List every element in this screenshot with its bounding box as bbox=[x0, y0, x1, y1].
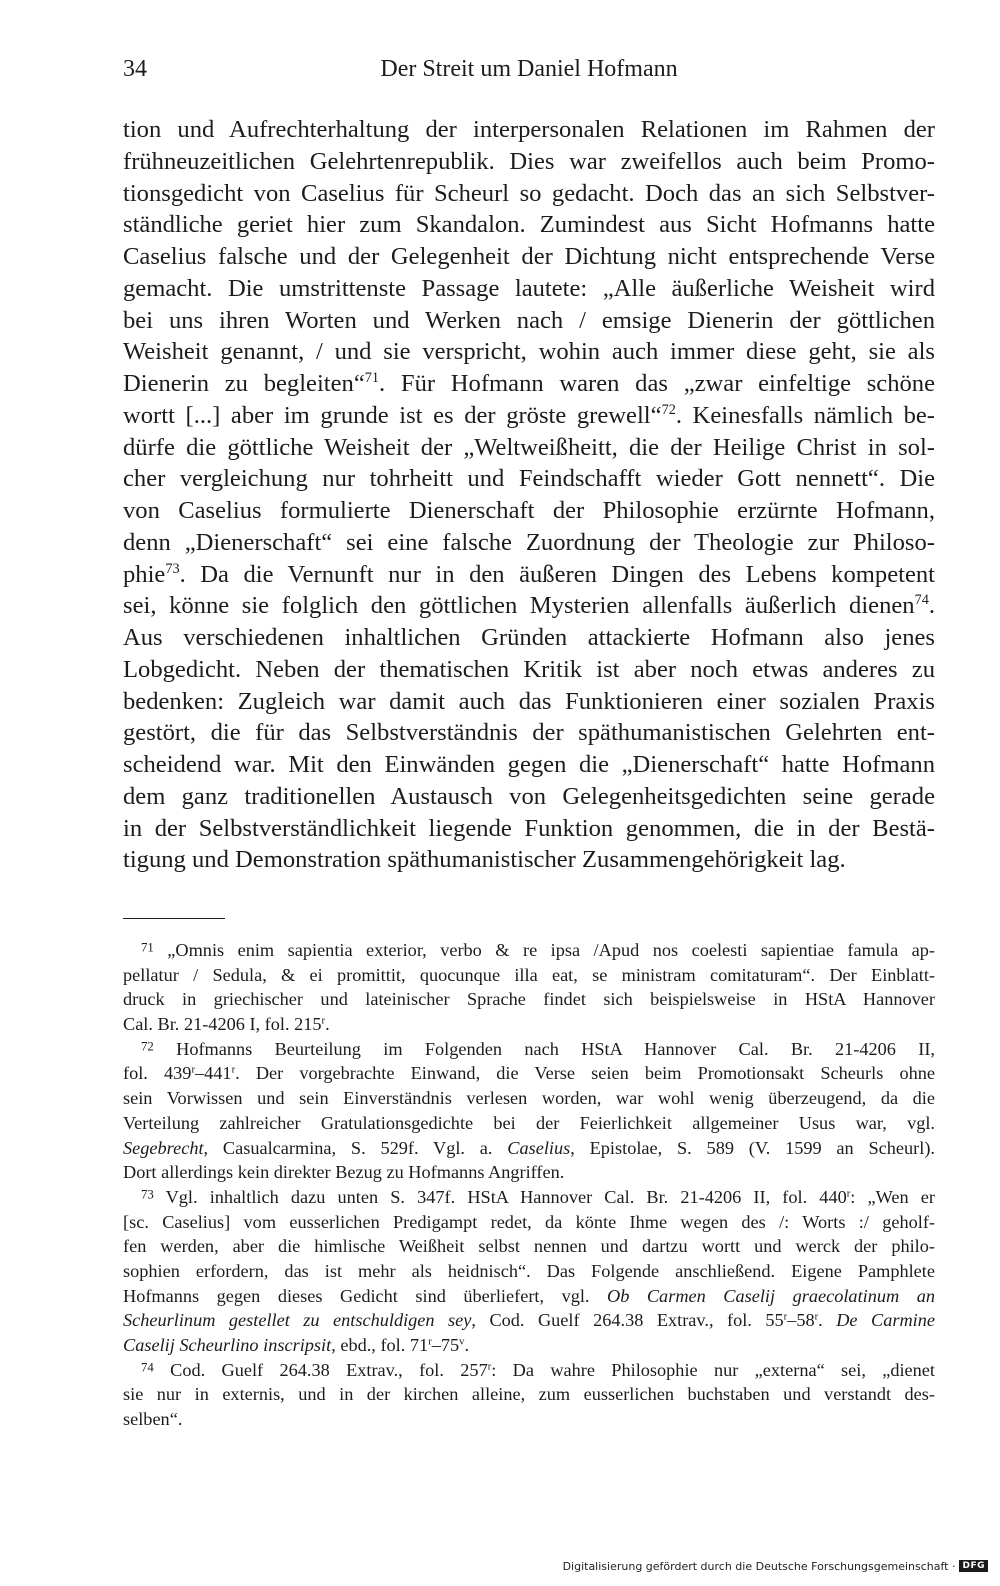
footnote-line: Dort allerdings kein direkter Bezug zu Hofmanns Angriffen. bbox=[123, 1162, 565, 1183]
footnote-line: selben“. bbox=[123, 1409, 183, 1430]
text-segment: . Keinesfalls nämlich be- bbox=[675, 401, 936, 429]
text-segment: . Der vorgebrachte Einwand, die Verse seien beim Promotionsakt Scheurls ohne bbox=[235, 1063, 935, 1084]
text-segment: . Da die Vernunft nur in den äußeren Dingen des Lebens kompetent bbox=[179, 560, 935, 588]
text-segment: Hofmanns Beurteilung im Folgenden nach HStA Hannover Cal. Br. 21-4206 II, bbox=[176, 1038, 935, 1059]
text-segment: . bbox=[818, 1310, 837, 1331]
footnote-number: 72 bbox=[141, 1039, 154, 1054]
text-segment: Dienerin zu begleiten“ bbox=[123, 370, 365, 397]
footnote-number: 73 bbox=[141, 1187, 154, 1202]
text-line: bedenken: Zugleich war damit auch das Funktionieren einer sozialen Praxis bbox=[123, 687, 935, 715]
footnote-line: Verteilung zahlreicher Gratulationsgedichte bei der Feierlichkeit allgemeiner Usus war, vgl. bbox=[123, 1112, 935, 1133]
text-segment: –58 bbox=[787, 1310, 815, 1331]
folio-sup: r bbox=[846, 1188, 851, 1200]
dfg-logo-icon: DFG bbox=[959, 1560, 988, 1572]
text-segment: Cal. Br. 21-4206 I, fol. 215 bbox=[123, 1014, 322, 1035]
page-number: 34 bbox=[123, 56, 147, 82]
text-line: ständliche geriet hier zum Skandalon. Zumindest aus Sicht Hofmanns hatte bbox=[123, 211, 935, 239]
footnote-line: sophien erfordern, das ist mehr als heidnisch“. Das Folgende anschließend. Eigene Pamphlete bbox=[123, 1260, 935, 1281]
text-line: tionsgedicht von Caselius für Scheurl so gedacht. Doch das an sich Selbstver- bbox=[123, 179, 935, 207]
work-title: De Carmine bbox=[836, 1310, 936, 1331]
text-segment: –75 bbox=[431, 1335, 460, 1355]
text-segment: Cod. Guelf 264.38 Extrav., fol. 257 bbox=[170, 1359, 488, 1380]
text-line bbox=[123, 590, 935, 622]
footnote-line bbox=[123, 1061, 935, 1086]
footnote-73 bbox=[123, 1185, 935, 1210]
author-name: Caselius bbox=[507, 1137, 571, 1158]
text-line: cher vergleichung nur tohrheitt und Feindschafft wieder Gott nennett“. Die bbox=[123, 465, 935, 493]
footnote-line: fen werden, aber die himlische Weißheit selbst nennen und dartzu wortt und werck der philo- bbox=[123, 1236, 935, 1257]
text-segment: . bbox=[464, 1335, 470, 1355]
footnote-line: pellatur / Sedula, & ei promittit, quocunque illa eat, se ministram comitaturam“. Der Einblatt- bbox=[123, 964, 935, 985]
text-segment: . bbox=[928, 592, 935, 620]
text-line: frühneuzeitlichen Gelehrtenrepublik. Dies war zweifellos auch beim Promo- bbox=[123, 147, 935, 175]
text-line: tion und Aufrechterhaltung der interpersonalen Relationen im Rahmen der bbox=[123, 116, 935, 143]
footnote-divider bbox=[123, 918, 225, 919]
text-segment: fol. 439 bbox=[123, 1063, 192, 1084]
work-title: Caselij Scheurlino inscripsit bbox=[123, 1335, 332, 1355]
text-segment: Hofmanns gegen dieses Gedicht sind überliefert, vgl. bbox=[123, 1285, 608, 1306]
text-segment: , Cod. Guelf 264.38 Extrav., fol. 55 bbox=[471, 1310, 784, 1331]
text-line: in der Selbstverständlichkeit liegende Funktion genommen, die in der Bestä- bbox=[123, 814, 935, 842]
text-segment: . bbox=[325, 1014, 330, 1035]
text-line: Weisheit genannt, / und sie verspricht, wohin auch immer diese geht, sie als bbox=[123, 338, 935, 366]
text-line: von Caselius formulierte Dienerschaft der Philosophie erzürnte Hofmann, bbox=[123, 497, 935, 524]
text-segment: , Casualcarmina, S. 529f. Vgl. a. bbox=[203, 1137, 508, 1158]
text-line: gestört, die für das Selbstverständnis der späthumanistischen Gelehrten ent- bbox=[123, 719, 935, 747]
folio-sup: r bbox=[814, 1311, 819, 1323]
text-segment: „Omnis enim sapientia exterior, verbo & re ipsa /Apud nos coelesti sapientiae famula ap- bbox=[167, 940, 935, 960]
text-line: dürfe die göttliche Weisheit der „Weltweißheitt, die der Heilige Christ in sol- bbox=[123, 433, 935, 461]
text-line: scheidend war. Mit den Einwänden gegen die „Dienerschaft“ hatte Hofmann bbox=[123, 751, 935, 778]
footnotes bbox=[123, 938, 935, 1432]
footnote-ref-74[interactable]: 74 bbox=[914, 592, 929, 609]
footnote-ref-72[interactable]: 72 bbox=[661, 401, 676, 418]
footnote-line: sein Vorwissen und sein Einverständnis verlesen worden, war wohl wenig überzeugend, da die bbox=[123, 1088, 935, 1109]
folio-sup: v bbox=[459, 1336, 465, 1348]
text-line: denn „Dienerschaft“ sei eine falsche Zuordnung der Theologie zur Philoso- bbox=[123, 528, 935, 556]
author-name: Segebrecht bbox=[123, 1137, 204, 1158]
text-line: Caselius falsche und der Gelegenheit der Dichtung nicht entsprechende Verse bbox=[123, 243, 935, 270]
running-head: Der Streit um Daniel Hofmann bbox=[380, 56, 678, 82]
text-line bbox=[123, 400, 935, 432]
text-segment: Vgl. inhaltlich dazu unten S. 347f. HStA Hannover Cal. Br. 21-4206 II, fol. 440 bbox=[165, 1186, 847, 1207]
text-segment: : Da wahre Philosophie nur „externa“ sei, „dienet bbox=[491, 1359, 936, 1380]
footnote-line: [sc. Caselius] vom eusserlichen Predigampt redet, da könte Ihme wegen des /: Worts :/ geholf- bbox=[123, 1211, 935, 1232]
text-line: gemacht. Die umstrittenste Passage lautete: „Alle äußerliche Weisheit wird bbox=[123, 274, 935, 302]
folio-sup: r bbox=[428, 1336, 432, 1348]
folio-sup: r bbox=[321, 1015, 326, 1027]
footnote-ref-73[interactable]: 73 bbox=[165, 560, 180, 577]
footnote-number: 71 bbox=[141, 940, 154, 955]
footnote-line: sie nur in externis, und in der kirchen alleine, zum eusserlichen buchstaben und verstandt des- bbox=[123, 1384, 935, 1405]
digitization-credit bbox=[563, 1556, 988, 1576]
text-line bbox=[123, 559, 935, 591]
text-segment: , Epistolae, S. 589 (V. 1599 an Scheurl). bbox=[570, 1137, 935, 1158]
footnote-line: druck in griechischer und lateinischer Sprache findet sich beispielsweise in HStA Hannover bbox=[123, 989, 935, 1010]
folio-sup: r bbox=[487, 1361, 492, 1373]
credit-text: Digitalisierung gefördert durch die Deutsche Forschungsgemeinschaft · bbox=[562, 1559, 956, 1573]
footnote-71 bbox=[123, 938, 935, 963]
footnote-ref-71[interactable]: 71 bbox=[364, 370, 380, 387]
folio-sup: r bbox=[783, 1311, 788, 1323]
text-line: dem ganz traditionellen Austausch von Gelegenheitsgedichten seine gerade bbox=[123, 782, 935, 810]
main-text bbox=[123, 114, 935, 876]
footnote-74 bbox=[123, 1358, 935, 1383]
work-title: Scheurlinum gestellet zu entschuldigen sey bbox=[123, 1310, 472, 1331]
footnote-line bbox=[123, 1333, 935, 1358]
work-title: Ob Carmen Caselij graecolatinum an bbox=[607, 1285, 935, 1306]
text-line: tigung und Demonstration späthumanistischer Zusammengehörigkeit lag. bbox=[123, 846, 846, 874]
text-line bbox=[123, 368, 935, 400]
footnote-line bbox=[123, 1284, 935, 1309]
footnote-72 bbox=[123, 1037, 935, 1062]
page-header bbox=[123, 56, 935, 90]
folio-sup: r bbox=[191, 1064, 195, 1076]
text-line: bei uns ihren Worten und Werken nach / emsige Dienerin der göttlichen bbox=[123, 306, 935, 334]
footnote-number: 74 bbox=[141, 1360, 154, 1375]
text-segment: phie bbox=[123, 560, 166, 588]
text-segment: sei, könne sie folglich den göttlichen Mysterien allenfalls äußerlich dienen bbox=[123, 592, 915, 620]
footnote-line bbox=[123, 1308, 935, 1333]
text-segment: –441 bbox=[195, 1063, 232, 1084]
footnote-line bbox=[123, 1136, 935, 1161]
folio-sup: r bbox=[231, 1064, 236, 1076]
footnote-line bbox=[123, 1012, 935, 1037]
text-line: Lobgedicht. Neben der thematischen Kritik ist aber noch etwas anderes zu bbox=[123, 655, 935, 683]
text-line: Aus verschiedenen inhaltlichen Gründen attackierte Hofmann also jenes bbox=[123, 624, 935, 651]
text-segment: , ebd., fol. 71 bbox=[331, 1335, 429, 1355]
text-segment: wortt [...] aber im grunde ist es der gröste grewell“ bbox=[123, 401, 662, 429]
text-segment: : „Wen er bbox=[850, 1186, 935, 1207]
text-segment: . Für Hofmann waren das „zwar einfeltige schöne bbox=[379, 370, 935, 397]
